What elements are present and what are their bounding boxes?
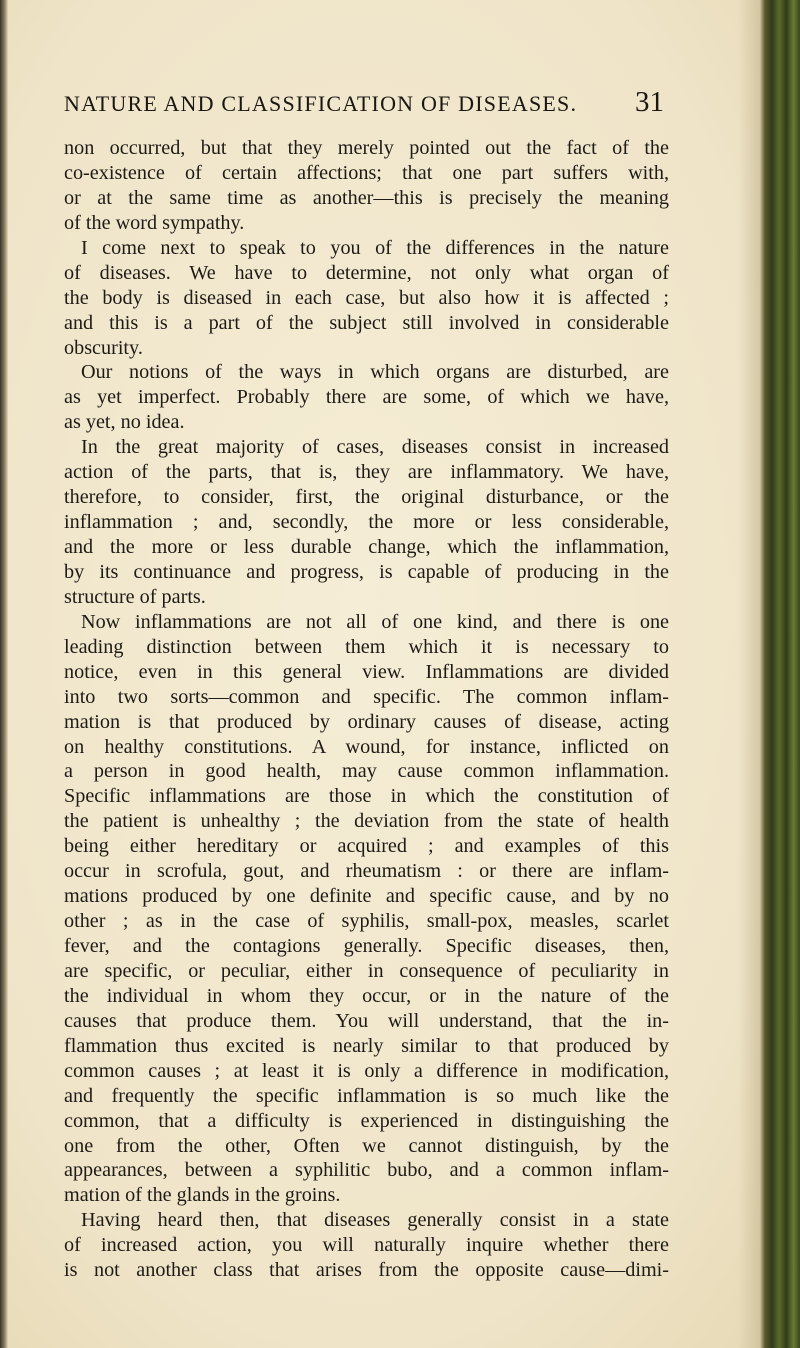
binding-shadow (738, 0, 760, 1348)
text-line: is not another class that arises from the opposite cause—dimi- (64, 1259, 669, 1282)
text-line: of diseases. We have to determine, not only what organ of (64, 261, 669, 284)
body-text (64, 136, 669, 1283)
text-line: as yet, no idea. (64, 411, 185, 434)
text-line: In the great majority of cases, diseases consist in increased (81, 436, 669, 459)
text-line: as yet imperfect. Probably there are some, of which we have, (64, 386, 669, 409)
page-number: 31 (635, 86, 664, 118)
text-line: fever, and the contagions generally. Specific diseases, then, (64, 935, 669, 957)
text-line: obscurity. (64, 336, 143, 359)
text-line: the patient is unhealthy ; the deviation from the state of health (64, 810, 669, 833)
text-line: other ; as in the case of syphilis, small-pox, measles, scarlet (64, 910, 669, 933)
text-line: occur in scrofula, gout, and rheumatism : or there are inflam- (64, 860, 669, 883)
text-line: by its continuance and progress, is capable of producing in the (64, 560, 669, 583)
running-title: NATURE AND CLASSIFICATION OF DISEASES. (64, 91, 578, 116)
text-line: on healthy constitutions. A wound, for instance, inflicted on (64, 735, 669, 758)
text-line: are specific, or peculiar, either in consequence of peculiarity in (64, 959, 669, 982)
running-head (64, 86, 664, 120)
text-line: I come next to speak to you of the differences in the nature (81, 236, 669, 259)
text-line: flammation thus excited is nearly similar to that produced by (64, 1034, 669, 1057)
text-line: and the more or less durable change, which the inflammation, (64, 536, 669, 558)
text-line: leading distinction between them which it is necessary to (64, 635, 669, 658)
text-line: Having heard then, that diseases generally consist in a state (81, 1209, 669, 1232)
text-line: co-existence of certain affections; that one part suffers with, (64, 161, 669, 184)
text-line: into two sorts—common and specific. The common inflam- (64, 685, 669, 708)
text-line: and frequently the specific inflammation is so much like the (64, 1084, 669, 1107)
text-line: the body is diseased in each case, but also how it is affected ; (64, 286, 669, 309)
text-line: appearances, between a syphilitic bubo, and a common inflam- (64, 1159, 669, 1182)
page-left-shadow (0, 0, 8, 1348)
text-line: or at the same time as another—this is precisely the meaning (64, 186, 669, 209)
text-line: inflammation ; and, secondly, the more or less considerable, (64, 511, 669, 534)
text-line: of the word sympathy. (64, 211, 245, 234)
text-line: non occurred, but that they merely pointed out the fact of the (64, 137, 669, 159)
text-line: therefore, to consider, first, the original disturbance, or the (64, 486, 669, 509)
text-line: common, that a difficulty is experienced in distinguishing the (64, 1109, 669, 1132)
text-line: Specific inflammations are those in which the constitution of (64, 785, 669, 808)
text-line: one from the other, Often we cannot distinguish, by the (64, 1134, 669, 1157)
text-line: of increased action, you will naturally inquire whether there (64, 1234, 669, 1257)
book-binding-edge (760, 0, 800, 1348)
text-line: action of the parts, that is, they are inflammatory. We have, (64, 461, 669, 484)
text-line: notice, even in this general view. Inflammations are divided (64, 660, 669, 683)
text-line: Our notions of the ways in which organs are disturbed, are (81, 361, 669, 384)
text-line: the individual in whom they occur, or in the nature of the (64, 984, 669, 1007)
text-line: structure of parts. (64, 585, 206, 608)
text-line: causes that produce them. You will understand, that the in- (64, 1009, 669, 1032)
text-line: common causes ; at least it is only a difference in modification, (64, 1059, 669, 1082)
text-line: mation of the glands in the groins. (64, 1184, 341, 1207)
text-line: mations produced by one definite and specific cause, and by no (64, 885, 669, 908)
text-line: a person in good health, may cause common inflammation. (64, 760, 669, 783)
text-line: and this is a part of the subject still involved in considerable (64, 311, 669, 334)
text-line: Now inflammations are not all of one kind, and there is one (81, 610, 669, 633)
text-line: being either hereditary or acquired ; and examples of this (64, 835, 669, 858)
text-line: mation is that produced by ordinary causes of disease, acting (64, 710, 669, 733)
